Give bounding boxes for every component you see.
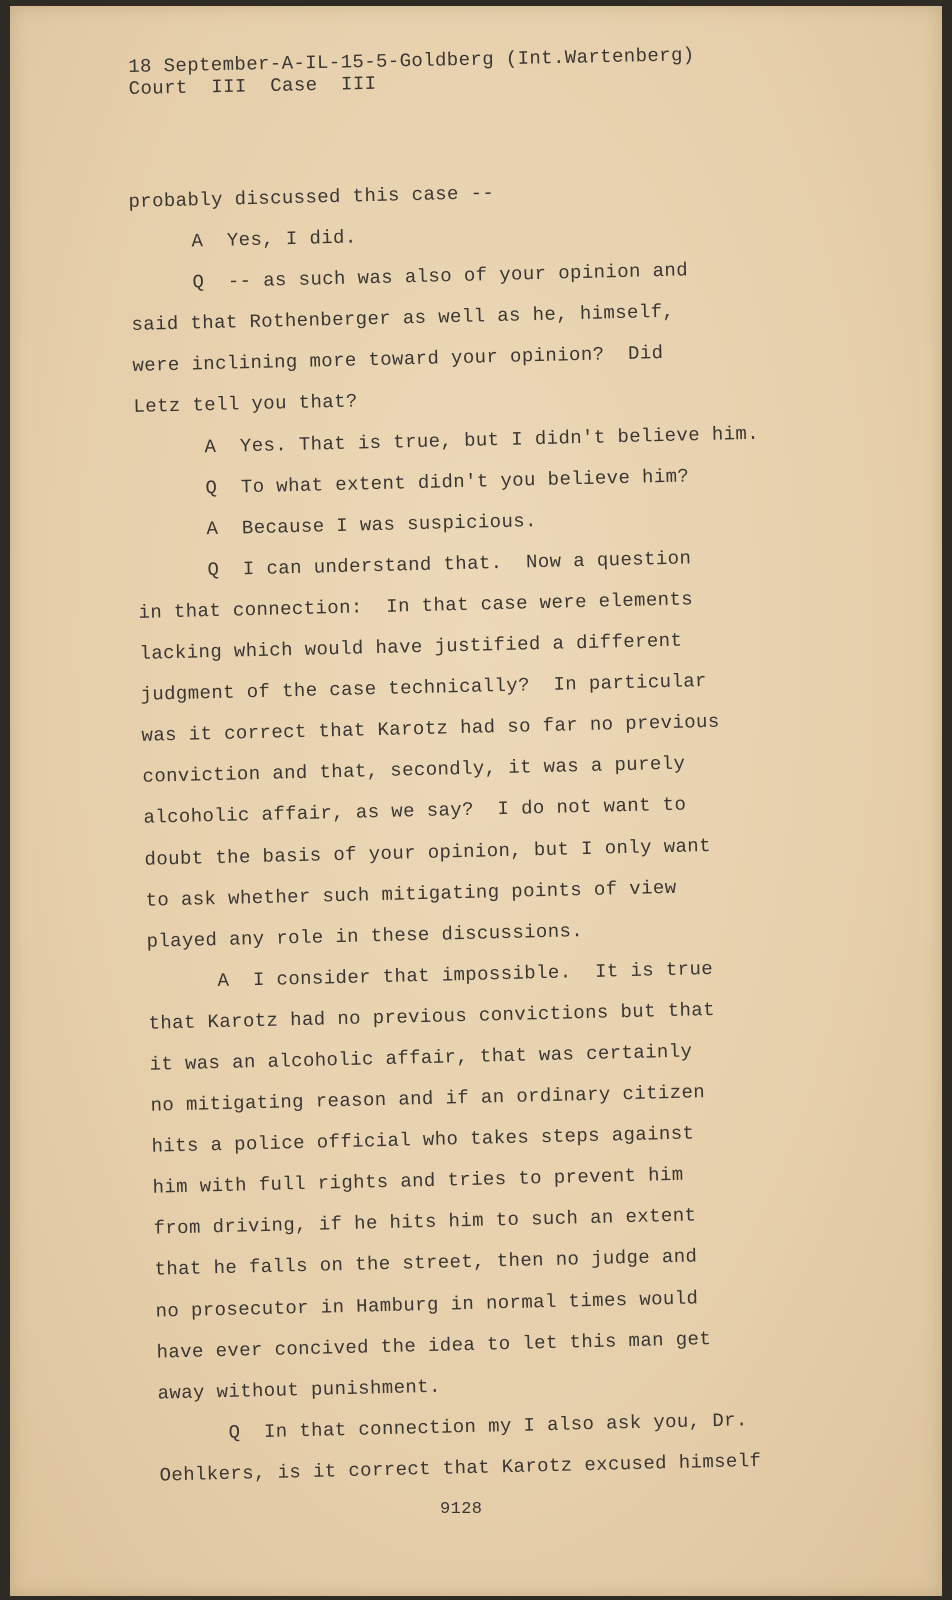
transcript-line: no prosecutor in Hamburg in normal times would bbox=[155, 1286, 699, 1323]
transcript-question: Q -- as such was also of your opinion and bbox=[192, 259, 689, 294]
transcript-question: Q In that connection my I also ask you, Dr. bbox=[228, 1409, 748, 1444]
transcript-body bbox=[128, 167, 785, 1497]
transcript-line: hits a police official who takes steps against bbox=[151, 1122, 695, 1158]
transcript-answer: A Yes. That is true, but I didn't believe him. bbox=[204, 422, 760, 458]
transcript-line: that Karotz had no previous convictions but that bbox=[148, 998, 716, 1035]
transcript-line: Letz tell you that? bbox=[133, 390, 358, 419]
transcript-line: judgment of the case technically? In particular bbox=[140, 670, 708, 706]
transcript-line: doubt the basis of your opinion, but I only want bbox=[144, 834, 712, 871]
header-court-line: Court III Case III bbox=[128, 72, 377, 100]
transcript-question: Q To what extent didn't you believe him? bbox=[205, 465, 690, 499]
transcript-line: in that connection: In that case were elements bbox=[138, 588, 694, 624]
transcript-line: said that Rothenberger as well as he, himself, bbox=[131, 300, 675, 337]
transcript-answer: A Yes, I did. bbox=[191, 226, 357, 253]
transcript-line: alcoholic affair, as we say? I do not want to bbox=[143, 793, 687, 830]
transcript-line: him with full rights and tries to prevent him bbox=[152, 1163, 684, 1199]
transcript-line: probably discussed this case -- bbox=[128, 182, 495, 213]
transcript-line: that he falls on the street, then no judge and bbox=[154, 1245, 698, 1282]
transcript-answer: A Because I was suspicious. bbox=[206, 509, 538, 540]
header-session-line: 18 September-A-IL-15-5-Goldberg (Int.Wartenberg) bbox=[128, 44, 695, 78]
transcript-line: no mitigating reason and if an ordinary citizen bbox=[150, 1081, 706, 1117]
transcript-question: Q I can understand that. Now a question bbox=[207, 547, 692, 582]
transcript-line: conviction and that, secondly, it was a purely bbox=[142, 752, 686, 789]
transcript-line: away without punishment. bbox=[157, 1375, 442, 1405]
transcript-line: played any role in these discussions. bbox=[146, 919, 584, 953]
transcript-line: lacking which would have justified a different bbox=[139, 629, 683, 665]
page-number: 9128 bbox=[440, 1500, 483, 1519]
document-header bbox=[128, 44, 695, 100]
transcript-answer: A I consider that impossible. It is true bbox=[217, 957, 714, 992]
transcript-line: it was an alcoholic affair, that was certainly bbox=[149, 1040, 693, 1076]
transcript-line: have ever concived the idea to let this man get bbox=[156, 1327, 712, 1364]
transcript-line: to ask whether such mitigating points of view bbox=[145, 876, 677, 912]
transcript-line: were inclining more toward your opinion? Did bbox=[132, 342, 664, 378]
transcript-line: Oehlkers, is it correct that Karotz excused himself bbox=[159, 1449, 762, 1487]
transcript-line: from driving, if he hits him to such an extent bbox=[153, 1204, 697, 1241]
transcript-line: was it correct that Karotz had so far no previous bbox=[141, 710, 720, 748]
document-page bbox=[10, 6, 942, 1596]
